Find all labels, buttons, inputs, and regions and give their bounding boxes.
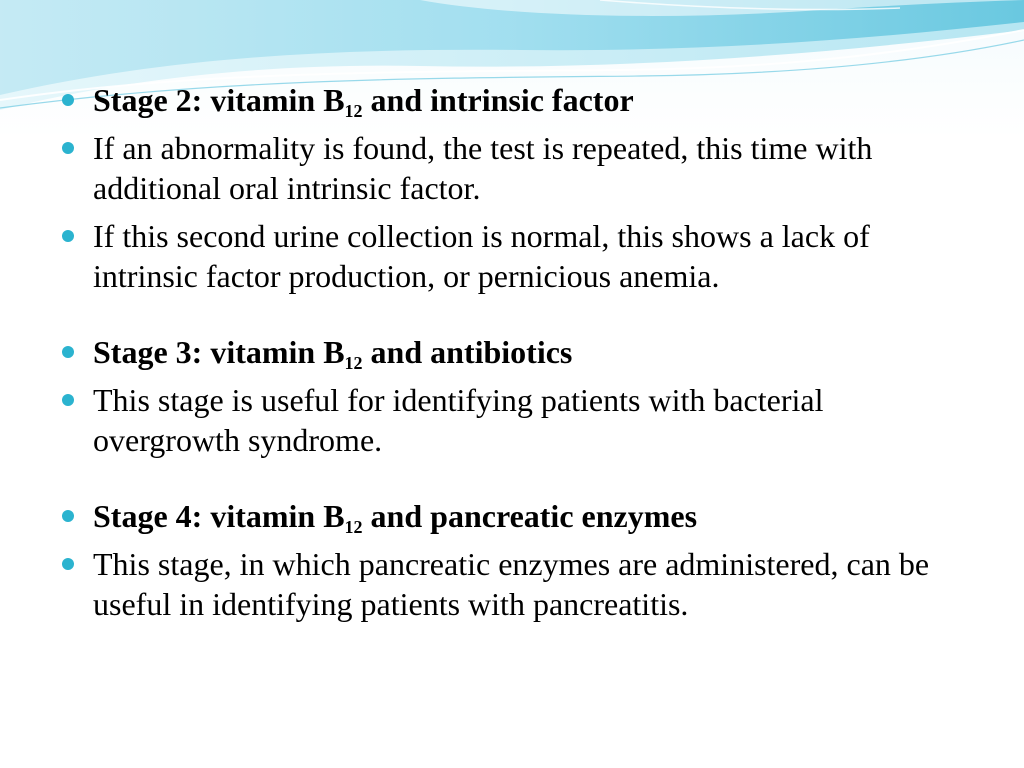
stage-3-heading-pre: Stage 3: vitamin B	[93, 334, 345, 370]
bullet-dot-icon	[62, 94, 74, 106]
bullet-text: This stage is useful for identifying patients with bacterial overgrowth syndrome.	[93, 382, 824, 458]
stage-3-heading-subscript: 12	[344, 353, 363, 373]
bullet-dot-icon	[62, 510, 74, 522]
stage-2-heading-post: and intrinsic factor	[362, 82, 634, 118]
stage-2-heading-pre: Stage 2: vitamin B	[93, 82, 345, 118]
bullet-item-abnormality	[62, 128, 962, 208]
bullet-item-stage-2-heading	[62, 80, 962, 120]
stage-4-heading-post: and pancreatic enzymes	[362, 498, 698, 534]
bullet-item-stage-3-description	[62, 380, 962, 460]
bullet-text: If this second urine collection is normal, this shows a lack of intrinsic factor production, or pernicious anemia.	[93, 218, 870, 294]
bullet-item-stage-4-heading	[62, 496, 962, 536]
stage-4-heading-subscript: 12	[344, 517, 363, 537]
stage-4-heading-pre: Stage 4: vitamin B	[93, 498, 345, 534]
bullet-dot-icon	[62, 394, 74, 406]
bullet-item-second-collection	[62, 216, 962, 296]
bullet-dot-icon	[62, 142, 74, 154]
bullet-item-stage-3-heading	[62, 332, 962, 372]
stage-3-heading-post: and antibiotics	[362, 334, 573, 370]
stage-2-heading-subscript: 12	[344, 101, 363, 121]
bullet-text: This stage, in which pancreatic enzymes are administered, can be useful in identifying patients with pancreatitis.	[93, 546, 930, 622]
bullet-dot-icon	[62, 230, 74, 242]
bullet-text: If an abnormality is found, the test is repeated, this time with additional oral intrinsic factor.	[93, 130, 873, 206]
bullet-dot-icon	[62, 346, 74, 358]
bullet-item-stage-4-description	[62, 544, 962, 624]
bullet-list	[62, 80, 962, 632]
bullet-dot-icon	[62, 558, 74, 570]
